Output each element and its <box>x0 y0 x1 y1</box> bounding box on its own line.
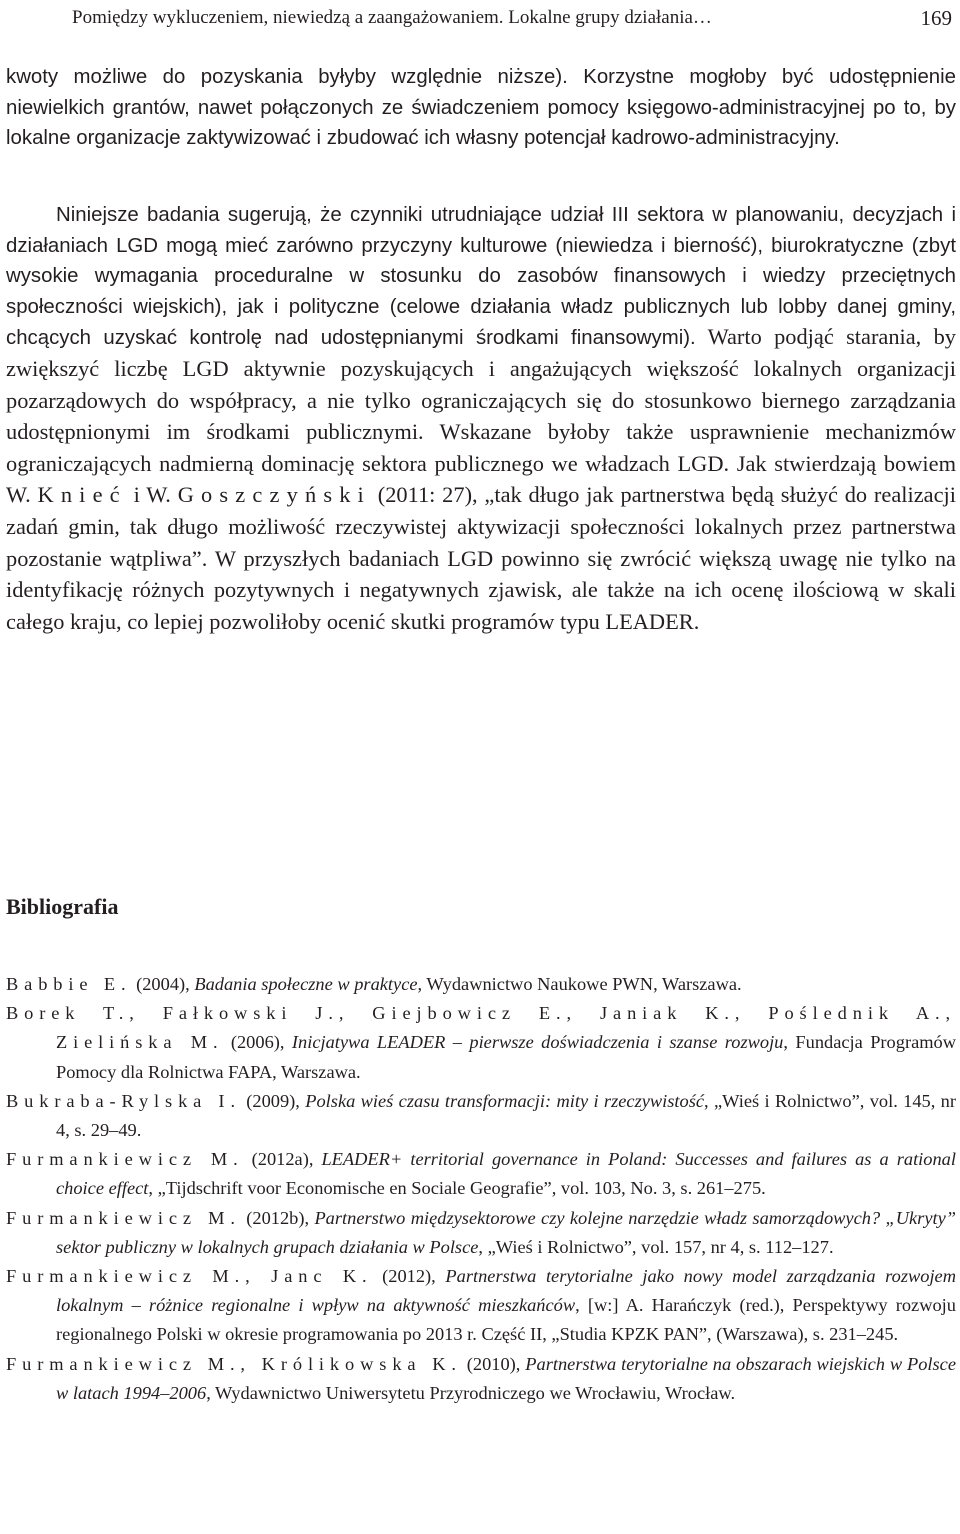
entry-publisher: , [w:] A. Harańczyk (red.), Perspektywy rozwoju regionalnego Polski w okresie programowania po 2013 r. Część II, „Studia KPZK PAN”, (Warszawa), s. 231–245. <box>56 1295 956 1345</box>
page-number: 169 <box>920 6 952 30</box>
paragraph-2-part-a: Niniejsze badania sugerują, że czynniki utrudniające udział III sektora w planowaniu, decyzjach i działaniach LGD mogą mieć zarówno przyczyny kulturowe (niewiedza i bierność), biurokratyczne (zbyt wysokie wymagania proceduralne w stosunku do zasobów finansowych i wiedzy przeciętnych społeczności wiejskich), jak i polityczne (celowe działania władz publicznych lub lobby danej gminy, chcących uzyskać kontrolę nad udostępnianymi środkami finansowymi). <box>6 204 956 350</box>
entry-title: Polska wieś czasu transformacji: mity i rzeczywistość <box>305 1090 705 1111</box>
entry-title: Partnerstwa terytorialne na obszarach wiejskich w Polsce w latach 1994–2006 <box>56 1353 957 1403</box>
author-name: Goszczyński <box>177 482 371 508</box>
entry-publisher: , Wydawnictwo Naukowe PWN, Warszawa. <box>417 974 742 994</box>
entry-publisher: , Wydawnictwo Uniwersytetu Przyrodniczego we Wrocławiu, Wrocław. <box>206 1382 736 1403</box>
author-name: Knieć <box>37 482 127 508</box>
body-paragraph-1: kwoty możliwe do pozyskania byłyby względnie niższe). Korzystne mogłoby być udostępnienie niewielkich grantów, nawet połączonych ze świadczeniem pomocy księgowo-administracyjnej po to, by lokalne organizacje zaktywizować i zbudować ich własny potencjał kadrowo-administracyjny. <box>6 66 956 150</box>
bibliography-entry <box>6 999 956 1087</box>
running-title: Pomiędzy wykluczeniem, niewiedzą a zaangażowaniem. Lokalne grupy działania… <box>72 7 712 28</box>
bibliography-entry <box>6 1145 956 1203</box>
body-paragraph-2 <box>6 200 956 638</box>
entry-title: Inicjatywa LEADER – pierwsze doświadczenia i szanse rozwoju <box>291 1032 784 1053</box>
entry-year: (2012a), <box>243 1149 322 1170</box>
entry-authors: Babbie E. <box>6 974 132 994</box>
entry-authors: Borek T., Fałkowski J., Giejbowicz E., Janiak K., Poślednik A., Zielińska M. <box>6 1003 956 1053</box>
bibliography-entry <box>6 1087 956 1145</box>
bibliography-entry <box>6 1350 956 1408</box>
bibliography-heading: Bibliografia <box>6 894 119 919</box>
paragraph-2-part-d: (2011: 27), „tak długo jak partnerstwa będą służyć do realizacji zadań gmin, tak długo możliwość rzeczywistej aktywizacji społeczności lokalnych przez partnerstwa pozostanie wątpliwa”. W przyszłych badaniach LGD powinno się zwrócić większą uwagę nie tylko na identyfikację różnych pozytywnych i negatywnych zjawisk, ale także na ich ocenę ilościową w skali całego kraju, co lepiej pozwoliłoby ocenić skutki programów typu LEADER. <box>6 482 956 634</box>
entry-title: Partnerstwo międzysektorowe czy kolejne narzędzie władz samorządowych? „Ukryty” sektor publiczny w lokalnych grupach działania w Polsce <box>56 1207 956 1257</box>
bibliography-list <box>6 970 956 1408</box>
entry-title: LEADER+ territorial governance in Poland: Successes and failures as a rational choice effect <box>56 1149 956 1199</box>
entry-year: (2009), <box>240 1090 306 1111</box>
bibliography-entry <box>6 1262 956 1350</box>
bibliography-entry <box>6 970 956 999</box>
entry-title: Badania społeczne w praktyce <box>194 974 418 994</box>
entry-publisher: , „Wieś i Rolnictwo”, vol. 145, nr 4, s. 29–49. <box>56 1090 956 1141</box>
entry-year: (2006), <box>223 1032 292 1053</box>
entry-authors: Bukraba-Rylska I. <box>6 1090 241 1111</box>
entry-publisher: , „Tijdschrift voor Economische en Sociale Geografie”, vol. 103, No. 3, s. 261–275. <box>148 1178 766 1199</box>
entry-authors: Furmankiewicz M. <box>6 1207 241 1228</box>
entry-publisher: , Fundacja Programów Pomocy dla Rolnictwa FAPA, Warszawa. <box>56 1032 957 1082</box>
paragraph-2-part-c: i W. <box>133 482 171 508</box>
entry-publisher: , „Wieś i Rolnictwo”, vol. 157, nr 4, s. 112–127. <box>478 1236 834 1257</box>
entry-year: (2012b), <box>240 1207 315 1228</box>
paragraph-2-part-b: Warto podjąć starania, by zwiększyć liczbę LGD aktywnie pozyskujących i angażujących większość lokalnych organizacji pozarządowych do współpracy, a nie tylko ograniczających się do stosunkowo biernego zarządzania udostępnionymi im środkami publicznymi. Wskazane byłoby także usprawnienie mechanizmów ograniczających nadmierną dominację sektora publicznego we władzach LGD. Jak stwierdzają bowiem W. <box>6 324 956 508</box>
entry-authors: Furmankiewicz M., Janc K. <box>6 1266 373 1287</box>
entry-year: (2012), <box>372 1266 446 1287</box>
bibliography-entry <box>6 1204 956 1262</box>
entry-authors: Furmankiewicz M. <box>6 1149 244 1170</box>
entry-authors: Furmankiewicz M., Królikowska K. <box>6 1353 462 1374</box>
page-header <box>72 4 952 32</box>
entry-year: (2004), <box>131 974 195 994</box>
entry-year: (2010), <box>461 1353 526 1374</box>
entry-title: Partnerstwa terytorialne jako nowy model zarządzania rozwojem lokalnym – różnice regionalne i wpływ na aktywność mieszkańców <box>56 1266 956 1316</box>
